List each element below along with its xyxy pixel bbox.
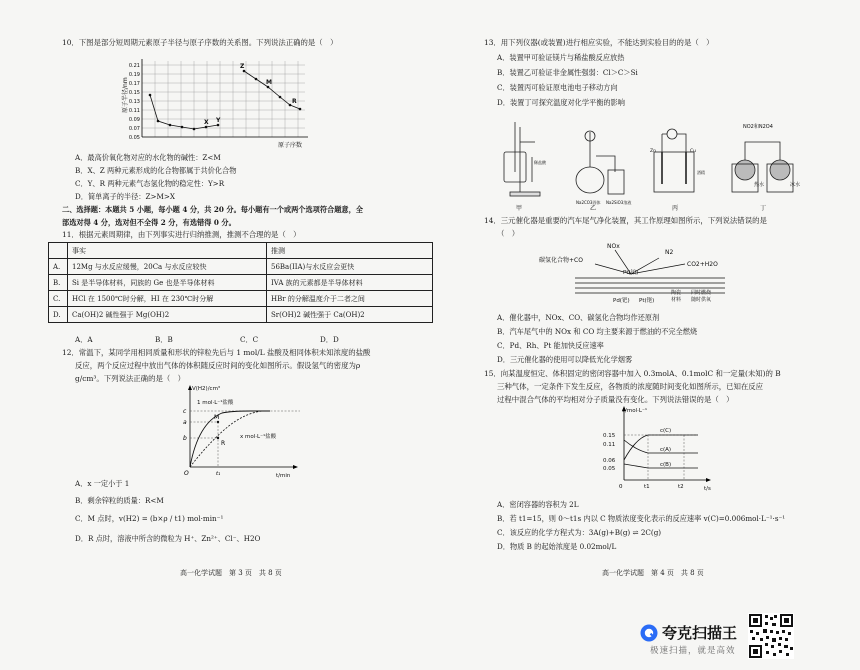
q15-option-b: B．若 t1=15，则 0～t1s 内以 C 物质浓度变化表示的反应速率 v(C)=0.006mol·L⁻¹·s⁻¹ <box>497 514 786 523</box>
svg-text:t/s: t/s <box>704 486 711 492</box>
svg-text:原子序数: 原子序数 <box>278 142 303 149</box>
svg-text:b: b <box>183 435 187 442</box>
svg-text:O: O <box>184 470 189 477</box>
q10-option-d: D．简单离子的半径：Z>M>X <box>75 192 175 201</box>
q12-option-b: B．剩余锌粒的质量：R<M <box>75 496 164 505</box>
q15-concentration-graph <box>600 404 720 494</box>
svg-text:酒精: 酒精 <box>697 170 705 175</box>
svg-text:t1: t1 <box>644 484 650 490</box>
q11-stem: 11．根据元素周期律，由下列事实进行归纳推测，推测不合理的是（ ） <box>62 230 301 239</box>
table-row: D. Ca(OH)2 碱性强于 Mg(OH)2 Sr(OH)2 碱性强于 Ca(OH)2 <box>49 307 433 323</box>
svg-text:0.19: 0.19 <box>128 72 140 78</box>
svg-text:0.11: 0.11 <box>603 442 616 448</box>
svg-text:0.07: 0.07 <box>128 126 140 132</box>
svg-text:M: M <box>214 414 220 421</box>
q14-catalyst-diagram <box>535 238 745 310</box>
svg-text:R: R <box>221 440 226 447</box>
q12-stem-2: 反应，两个反应过程中放出气体的体积随反应时间的变化如图所示。假设氢气的密度为ρ <box>75 361 361 370</box>
q10-option-c: C．Y、R 两种元素气态氢化物的稳定性：Y>R <box>75 179 225 188</box>
table-row: C. HCl 在 1500℃时分解，HI 在 230℃时分解 HBr 的分解温度介于二者之间 <box>49 291 433 307</box>
q15-stem-1: 15．向某温度恒定、体积固定的密闭容器中加入 0.3molA、0.1molC 和一定量(未知)的 B <box>484 369 781 378</box>
q14-option-b: B．汽车尾气中的 NOx 和 CO 均主要来源于燃油的不完全燃烧 <box>497 327 698 336</box>
brand-name: 夸克扫描王 <box>662 624 738 642</box>
svg-text:0.17: 0.17 <box>128 81 140 87</box>
svg-text:冰水: 冰水 <box>790 182 801 188</box>
q10-stem: 10．下图是部分短周期元素原子半径与原子序数的关系图。下列说法正确的是（ ） <box>62 38 338 47</box>
svg-text:R: R <box>292 98 297 105</box>
q11-table <box>48 242 433 323</box>
q14-option-d: D．三元催化器的使用可以降低光化学烟雾 <box>497 355 633 364</box>
svg-text:V(H2)/cm³: V(H2)/cm³ <box>192 386 221 392</box>
svg-text:0.11: 0.11 <box>128 108 140 114</box>
svg-text:Pt(铂): Pt(铂) <box>623 270 639 276</box>
svg-text:a: a <box>183 419 187 426</box>
svg-text:0.05: 0.05 <box>603 466 616 472</box>
svg-text:0.15: 0.15 <box>128 90 140 96</box>
svg-text:X: X <box>204 119 209 126</box>
q14-option-c: C．Pd、Rh、Pt 能加快反应速率 <box>497 341 604 350</box>
q13-option-a: A．装置甲可验证镁片与稀盐酸反应放热 <box>497 53 625 62</box>
section2-line1: 二、选择题：本题共 5 小题，每小题 4 分，共 20 分。每小题有一个或两个选项符合题意，全 <box>62 205 363 214</box>
svg-text:碳氢化合物+CO: 碳氢化合物+CO <box>539 257 583 264</box>
svg-text:陶瓷: 陶瓷 <box>671 290 682 296</box>
table-row: A. 12Mg 与水反应缓慢，20Ca 与水反应较快 56Ba(IIA)与水反应会更快 <box>49 259 433 275</box>
q13-option-d: D．装置丁可探究温度对化学平衡的影响 <box>497 98 625 107</box>
q14-stem-1: 14．三元催化器是重要的汽车尾气净化装置，其工作原理如图所示，下列说法错误的是 <box>484 216 767 225</box>
svg-text:Pt(铑): Pt(铑) <box>639 298 655 304</box>
q11-answer-b: B．B <box>155 335 173 344</box>
svg-text:c/mol·L⁻¹: c/mol·L⁻¹ <box>622 408 648 414</box>
svg-text:M: M <box>266 79 272 86</box>
page-4-footer: 高一化学试题 第 4 页 共 8 页 <box>602 569 704 577</box>
svg-text:c(C): c(C) <box>660 428 672 434</box>
svg-text:Z: Z <box>240 63 245 70</box>
svg-text:N2: N2 <box>665 249 674 256</box>
svg-text:Pd(钯): Pd(钯) <box>613 298 630 304</box>
svg-text:稀盐酸: 稀盐酸 <box>534 160 546 165</box>
section2-line2: 部选对得 4 分，选对但不全得 2 分，有选错得 0 分。 <box>62 218 236 227</box>
q15-stem-2: 三种气体，一定条件下发生反应，各物质的浓度随时间变化如图所示，已知在反应 <box>497 382 764 391</box>
svg-text:热水: 热水 <box>754 182 765 188</box>
q12-option-d: D．R 点时，溶液中所含的微粒为 H⁺、Zn²⁺、Cl⁻、H2O <box>75 534 261 543</box>
q10-option-a: A．最高价氧化物对应的水化物的碱性：Z<M <box>75 153 221 162</box>
apparatus-yi <box>576 131 624 194</box>
svg-text:甲: 甲 <box>516 205 523 212</box>
svg-text:NOx: NOx <box>607 243 620 250</box>
quark-logo-icon <box>640 624 658 642</box>
svg-text:Na2CO3固体: Na2CO3固体 <box>576 200 601 205</box>
apparatus-jia <box>504 122 540 196</box>
svg-text:c(A): c(A) <box>660 447 672 453</box>
q13-option-b: B．装置乙可验证非金属性强弱：Cl＞C＞Si <box>497 68 638 77</box>
svg-text:0: 0 <box>619 484 623 490</box>
q11-answer-a: A．A <box>75 335 93 344</box>
svg-text:0.15: 0.15 <box>603 433 616 439</box>
svg-text:0.13: 0.13 <box>128 99 140 105</box>
page-3-footer: 高一化学试题 第 3 页 共 8 页 <box>180 569 282 577</box>
svg-text:0.05: 0.05 <box>128 135 140 141</box>
svg-text:Zn: Zn <box>650 149 656 154</box>
q10-radius-chart <box>120 55 325 151</box>
svg-text:x mol·L⁻¹盐酸: x mol·L⁻¹盐酸 <box>240 434 277 440</box>
svg-text:丙: 丙 <box>672 205 679 212</box>
svg-text:材料: 材料 <box>671 297 682 303</box>
q11-answer-d: D．D <box>320 335 339 344</box>
svg-text:丁: 丁 <box>760 205 767 212</box>
svg-text:Na2SiO3溶液: Na2SiO3溶液 <box>606 200 632 205</box>
svg-text:乙: 乙 <box>590 205 597 212</box>
q15-option-d: D．物质 B 的起始浓度是 0.02mol/L <box>497 542 617 551</box>
svg-text:同时燃烧: 同时燃烧 <box>691 290 712 296</box>
svg-text:t2: t2 <box>678 484 684 490</box>
table-row: 事实 推测 <box>49 243 433 259</box>
svg-text:t/min: t/min <box>276 473 291 478</box>
q13-stem: 13．用下列仪器(或装置)进行相应实验，不能达到实验目的的是（ ） <box>484 38 714 47</box>
q12-option-a: A．x 一定小于 1 <box>75 479 130 488</box>
q10-option-b: B．X、Z 两种元素形成的化合物都属于共价化合物 <box>75 166 237 175</box>
q12-volume-graph <box>170 383 310 478</box>
q12-stem-1: 12．常温下，某同学用相同质量和形状的锌粒先后与 1 mol/L 盐酸及相同体积未知浓度的盐酸 <box>62 348 371 357</box>
svg-text:c(B): c(B) <box>660 462 672 468</box>
svg-text:0.06: 0.06 <box>603 458 616 464</box>
svg-text:CO2+H2O: CO2+H2O <box>687 261 718 268</box>
svg-text:Cu: Cu <box>690 149 696 154</box>
svg-text:0.21: 0.21 <box>128 63 140 69</box>
q14-option-a: A．催化器中，NOx、CO、碳氢化合物均作还原剂 <box>497 313 660 322</box>
svg-text:随时供氧: 随时供氧 <box>691 297 712 303</box>
svg-text:原子半径/nm: 原子半径/nm <box>122 77 129 113</box>
brand-slogan: 极速扫描，就是高效 <box>650 646 736 656</box>
q13-option-c: C．装置丙可验证原电池电子移动方向 <box>497 83 618 92</box>
svg-text:Y: Y <box>216 117 221 124</box>
q14-stem-2: （ ） <box>497 229 520 238</box>
q12-option-c: C．M 点时，v(H2) = (b×ρ / t1) mol·min⁻¹ <box>75 514 224 523</box>
svg-text:1 mol·L⁻¹盐酸: 1 mol·L⁻¹盐酸 <box>197 400 234 406</box>
svg-text:t₁: t₁ <box>216 471 221 477</box>
q13-apparatus <box>490 112 820 212</box>
q11-answer-c: C．C <box>240 335 259 344</box>
table-row: B. Si 是半导体材料，同族的 Ge 也是半导体材料 IVA 族的元素都是半导体材料 <box>49 275 433 291</box>
q15-option-a: A．密闭容器的容积为 2L <box>497 500 579 509</box>
svg-text:0.09: 0.09 <box>128 117 140 123</box>
qr-code-icon <box>748 613 794 659</box>
q12-stem-3: g/cm³。下列说法正确的是（ ） <box>75 374 186 383</box>
apparatus-bing <box>654 129 694 192</box>
svg-text:c: c <box>183 408 187 415</box>
q15-stem-3: 过程中混合气体的平均相对分子质量没有变化。下列说法错误的是（ ） <box>497 395 734 404</box>
q15-option-c: C．该反应的化学方程式为：3A(g)+B(g) ⇌ 2C(g) <box>497 528 662 537</box>
svg-text:NO2和N2O4: NO2和N2O4 <box>743 124 773 130</box>
